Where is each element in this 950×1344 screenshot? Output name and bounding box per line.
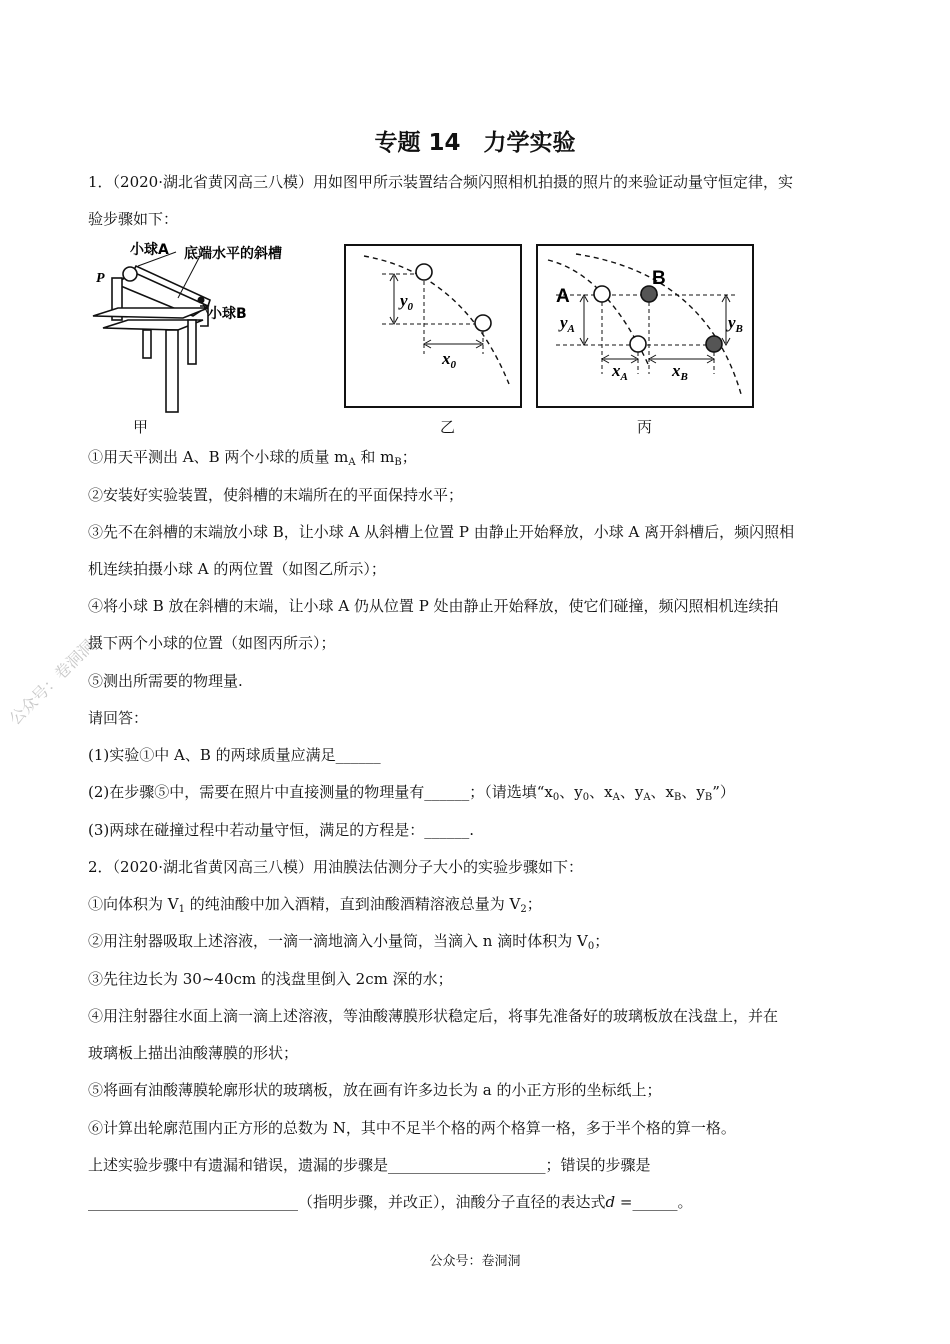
figure-bing-photo — [536, 244, 754, 408]
q2-step6: ⑥计算出轮廓范围内正方形的总数为 N，其中不足半个格的两个格算一格，多于半个格的算一格。 — [88, 1119, 736, 1137]
q1-answer1: (1)实验①中 A、B 的两球质量应满足______ — [88, 746, 381, 764]
q1-ask: 请回答： — [88, 709, 149, 727]
q1-step3-line1: ③先不在斜槽的末端放小球 B，让小球 A 从斜槽上位置 P 由静止开始释放，小球 A 离开斜槽后，频闪照相 — [88, 523, 795, 541]
q1-step1: ①用天平测出 A、B 两个小球的质量 $m_A$ 和 $m_B$； — [88, 448, 417, 468]
q2-step1: ①向体积为 $V_1$ 的纯油酸中加入酒精，直到油酸酒精溶液总量为 $V_2$； — [88, 895, 542, 915]
watermark: 公众号：卷洞洞 — [5, 635, 99, 729]
q1-step4-line1: ④将小球 B 放在斜槽的末端，让小球 A 仍从位置 P 处由静止开始释放，使它们碰撞，频闪照相机连续拍 — [88, 597, 779, 615]
label-x0: $x_0$ — [442, 349, 456, 371]
label-chute: 底端水平的斜槽 — [184, 246, 282, 262]
label-yB: $y_B$ — [728, 313, 743, 335]
q2-step4-line2: 玻璃板上描出油酸薄膜的形状； — [88, 1044, 299, 1062]
q2-answer-line2: ____________________________（指明步骤，并改正），油酸分子直径的表达式d =______。 — [88, 1193, 693, 1211]
q2-step3: ③先往边长为 30~40cm 的浅盘里倒入 2cm 深的水； — [88, 970, 453, 988]
page-footer: 公众号：卷洞洞 — [429, 1254, 521, 1269]
page-title: 专题 14 力学实验 — [374, 130, 576, 156]
q1-answer2: (2)在步骤⑤中，需要在照片中直接测量的物理量有______；（请选填“$x_0$、$y_0$、$x_A$、$y_A$、$x_B$、$y_B$”） — [88, 783, 735, 803]
q2-step4-line1: ④用注射器往水面上滴一滴上述溶液，等油酸薄膜形状稳定后，将事先准备好的玻璃板放在浅盘上，并在 — [88, 1007, 779, 1025]
label-P: P — [96, 271, 105, 286]
label-xA: $x_A$ — [612, 361, 628, 383]
figure-jia-apparatus — [88, 236, 313, 416]
q2-answer-line1: 上述实验步骤中有遗漏和错误，遗漏的步骤是_____________________；错误的步骤是 — [88, 1156, 651, 1174]
q2-step5: ⑤将画有油酸薄膜轮廓形状的玻璃板，放在画有许多边长为 a 的小正方形的坐标纸上； — [88, 1081, 662, 1099]
label-yA: $y_A$ — [560, 313, 575, 335]
q1-step5: ⑤测出所需要的物理量. — [88, 672, 243, 690]
label-xB: $x_B$ — [672, 361, 688, 383]
label-y0: $y_0$ — [400, 291, 414, 313]
label-A: A — [556, 286, 570, 307]
q1-stem-line1: 1．（2020·湖北省黄冈高三八模）用如图甲所示装置结合频闪照相机拍摄的照片的来验证动量守恒定律，实 — [88, 173, 793, 191]
label-B: B — [652, 268, 666, 289]
q1-stem-line2: 验步骤如下： — [88, 210, 179, 228]
q1-step2: ②安装好实验装置，使斜槽的末端所在的平面保持水平； — [88, 486, 464, 504]
label-ball-b: 小球B — [208, 306, 247, 322]
figure-label-jia: 甲 — [133, 418, 149, 436]
q1-step4-line2: 摄下两个小球的位置（如图丙所示）； — [88, 634, 336, 652]
q1-answer3: (3)两球在碰撞过程中若动量守恒，满足的方程是：______. — [88, 821, 475, 839]
q2-stem: 2．（2020·湖北省黄冈高三八模）用油膜法估测分子大小的实验步骤如下： — [88, 858, 583, 876]
figure-yi-photo — [344, 244, 522, 408]
q1-step3-line2: 机连续拍摄小球 A 的两位置（如图乙所示）； — [88, 560, 386, 578]
figure-label-yi: 乙 — [440, 418, 456, 436]
q2-step2: ②用注射器吸取上述溶液，一滴一滴地滴入小量筒，当滴入 n 滴时体积为 $V_0$； — [88, 932, 610, 952]
figure-label-bing: 丙 — [637, 418, 653, 436]
label-ball-a: 小球A — [130, 242, 169, 258]
